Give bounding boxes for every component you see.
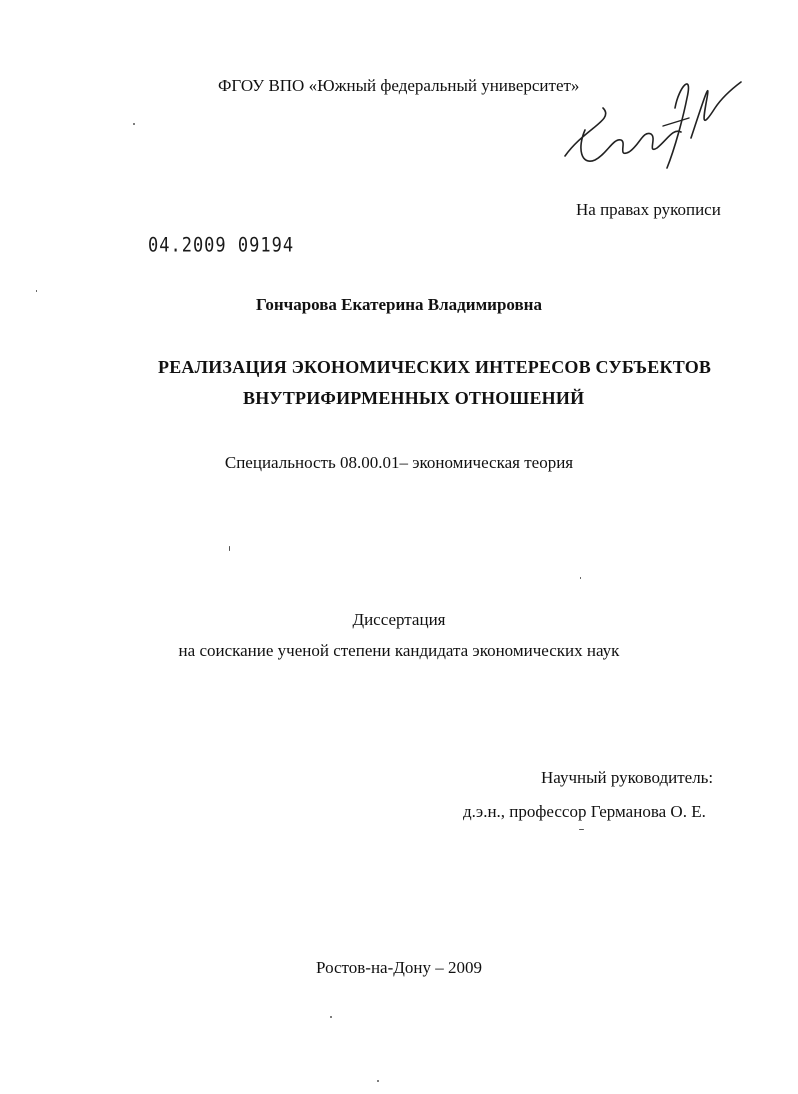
- scan-speck: [377, 1080, 379, 1082]
- signature-icon: [555, 68, 755, 188]
- scan-speck: [330, 1016, 332, 1018]
- scan-speck: [229, 546, 230, 551]
- title-line-1: РЕАЛИЗАЦИЯ ЭКОНОМИЧЕСКИХ ИНТЕРЕСОВ СУБЪЕКТОВ: [158, 357, 712, 377]
- specialty: Специальность 08.00.01– экономическая теория: [224, 453, 574, 472]
- scan-speck: [133, 123, 135, 125]
- supervisor-name: д.э.н., профессор Германова О. Е.: [463, 802, 706, 821]
- supervisor-label: Научный руководитель:: [541, 768, 714, 787]
- author-name: Гончарова Екатерина Владимировна: [256, 295, 542, 314]
- scan-speck: [36, 290, 37, 292]
- scan-speck: [580, 577, 581, 579]
- institution-name: ФГОУ ВПО «Южный федеральный университет»: [218, 76, 580, 95]
- manuscript-note: На правах рукописи: [576, 200, 721, 219]
- title-line-2: ВНУТРИФИРМЕННЫХ ОТНОШЕНИЙ: [243, 388, 585, 408]
- work-purpose: на соискание ученой степени кандидата экономических наук: [178, 641, 620, 660]
- archive-stamp: 04.2009 09194: [148, 234, 295, 257]
- scan-speck: [579, 829, 584, 830]
- work-type: Диссертация: [352, 610, 446, 629]
- place-year: Ростов-на-Дону – 2009: [316, 958, 482, 977]
